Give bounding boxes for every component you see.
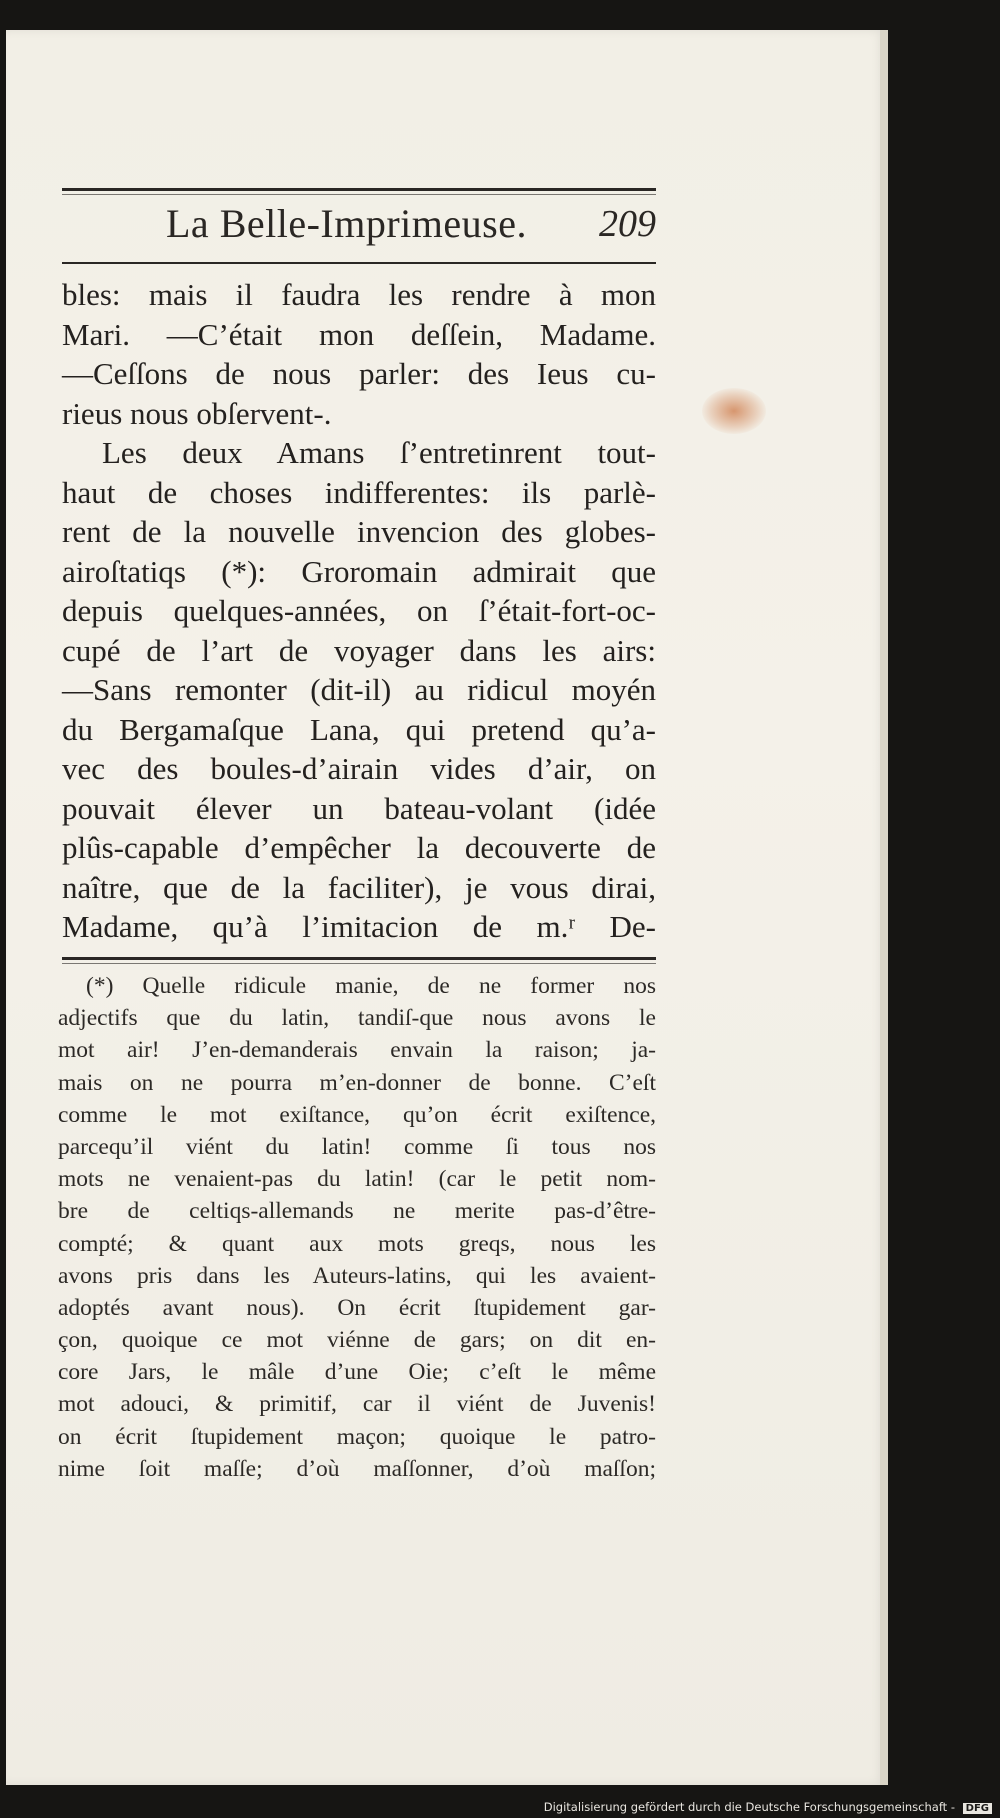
body-text <box>62 275 656 947</box>
body-line: Madame, qu’à l’imitacion de m.ʳ De- <box>62 909 656 944</box>
footnote-rule-thin <box>62 963 656 964</box>
footnote-line: (*) Quelle ridicule manie, de ne former nos <box>86 973 656 999</box>
body-line: pouvait élever un bateau-volant (idée <box>62 790 656 826</box>
body-line: Les deux Amans ſ’entretinrent tout- <box>102 435 656 470</box>
body-line: bles: mais il faudra les rendre à mon <box>62 277 656 312</box>
footnote-line: mais on ne pourra m’en-donner de bonne. C’eſt <box>58 1069 656 1096</box>
body-line: rieus nous obſervent-. <box>62 395 332 431</box>
footnote-line: parcequ’il viént du latin! comme ſi tous nos <box>58 1133 656 1160</box>
header-top-rule <box>62 188 656 191</box>
body-line: plûs-capable d’empêcher la decouverte de <box>62 830 656 865</box>
dfg-logo: DFG <box>963 1803 992 1814</box>
body-line: —Sans remonter (dit-il) au ridicul moyén <box>62 672 656 707</box>
body-line: naître, que de la faciliter), je vous dirai, <box>62 869 656 905</box>
body-line: —Ceſſons de nous parler: des Ieus cu- <box>62 356 656 391</box>
footnote-line: core Jars, le mâle d’une Oie; c’eſt le même <box>58 1359 656 1386</box>
body-line: airoſtatiqs (*): Groromain admirait que <box>62 553 656 589</box>
footnote-line: bre de celtiqs-allemands ne merite pas-d’être- <box>58 1198 656 1225</box>
footnote-line: çon, quoique ce mot viénne de gars; on dit en- <box>58 1327 656 1354</box>
footnote-line: compté; & quant aux mots greqs, nous les <box>58 1230 656 1257</box>
digitization-credit <box>544 1800 992 1814</box>
body-line: Mari. —C’était mon deſſein, Madame. <box>62 316 656 352</box>
footnote-line: nime ſoit maſſe; d’où maſſonner, d’où maſſon; <box>58 1455 656 1482</box>
page-number: 209 <box>599 203 656 245</box>
footnote-line: adoptés avant nous). On écrit ſtupidement gar- <box>58 1294 656 1321</box>
body-line: cupé de l’art de voyager dans les airs: <box>62 632 656 668</box>
footnote-line: avons pris dans les Auteurs-latins, qui les avaient- <box>58 1262 656 1289</box>
body-line: du Bergamaſque Lana, qui pretend qu’a- <box>62 711 656 747</box>
footnote-line: on écrit ſtupidement maçon; quoique le patro- <box>58 1423 656 1450</box>
body-line: vec des boules-d’airain vides d’air, on <box>62 751 656 786</box>
footnote-line: mots ne venaient-pas du latin! (car le petit nom- <box>58 1166 656 1193</box>
foxing-stain <box>702 388 766 434</box>
credit-text: Digitalisierung gefördert durch die Deutsche Forschungsgemeinschaft - <box>543 1800 955 1814</box>
footnote <box>58 970 656 1485</box>
footnote-rule <box>62 957 656 960</box>
running-header <box>62 192 656 248</box>
body-line: depuis quelques-années, on ſ’était-fort-oc- <box>62 593 656 628</box>
footnote-line: mot adouci, & primitif, car il viént de Juvenis! <box>58 1391 656 1418</box>
body-line: haut de choses indifferentes: ils parlè- <box>62 474 656 510</box>
page-edge <box>880 30 888 1785</box>
header-bottom-rule <box>62 262 656 264</box>
body-line: rent de la nouvelle invencion des globes- <box>62 514 656 549</box>
running-title: La Belle-Imprimeuse. <box>166 201 527 246</box>
footnote-line: comme le mot exiſtance, qu’on écrit exiſtence, <box>58 1101 656 1128</box>
footnote-line: mot air! J’en-demanderais envain la raison; ja- <box>58 1037 656 1064</box>
footnote-line: adjectifs que du latin, tandiſ-que nous avons le <box>58 1005 656 1032</box>
